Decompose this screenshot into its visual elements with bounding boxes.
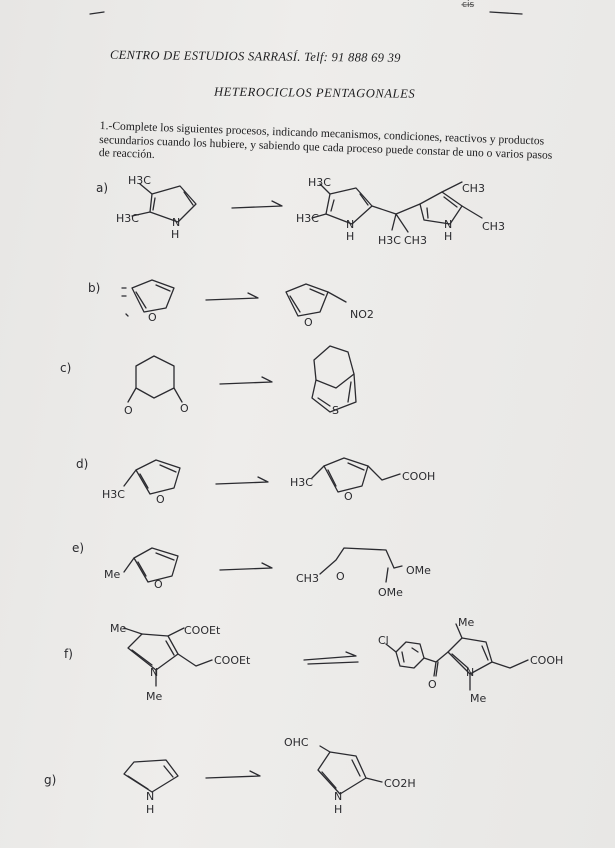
reaction-d — [76, 457, 435, 506]
svg-text:N: N — [150, 666, 159, 679]
svg-text:H: H — [171, 228, 180, 241]
svg-text:CH3: CH3 — [404, 234, 427, 247]
svg-text:OHC: OHC — [284, 736, 309, 749]
svg-text:O: O — [344, 490, 353, 503]
svg-text:H3C: H3C — [128, 174, 151, 187]
svg-text:O: O — [180, 402, 189, 415]
svg-text:OMe: OMe — [378, 586, 403, 599]
item-label-d: d) — [76, 457, 89, 471]
reaction-arrow-g — [206, 771, 260, 778]
svg-text:COOH: COOH — [530, 654, 564, 667]
reaction-arrow-a — [232, 201, 282, 208]
svg-text:N: N — [172, 216, 181, 229]
svg-text:N: N — [346, 218, 355, 231]
reaction-arrow-d — [216, 477, 268, 484]
reaction-c — [60, 346, 356, 417]
svg-text:H: H — [146, 803, 155, 816]
svg-text:H3C: H3C — [290, 476, 313, 489]
svg-text:H3C: H3C — [378, 234, 401, 247]
page-title: HETEROCICLOS PENTAGONALES — [213, 84, 416, 101]
svg-text:N: N — [444, 218, 453, 231]
svg-text:H3C: H3C — [102, 488, 125, 501]
exercise-instructions: 1.-Complete los siguientes procesos, indicando mecanismos, condiciones, reactivos y productos secundarios cuando los hubiere, y sabiendo que cada proceso puede constar de uno o varios pasos de reacción. — [98, 119, 553, 162]
svg-text:NO2: NO2 — [350, 308, 374, 321]
svg-text:N: N — [146, 790, 155, 803]
svg-text:H3C: H3C — [296, 212, 319, 225]
svg-text:H: H — [444, 230, 453, 243]
corner-stroke — [490, 12, 522, 14]
reaction-f — [64, 616, 563, 705]
svg-text:Me: Me — [470, 692, 487, 705]
svg-text:H: H — [346, 230, 355, 243]
reaction-arrow-b — [206, 293, 258, 300]
corner-mark — [90, 12, 104, 14]
svg-text:N: N — [334, 790, 343, 803]
item-label-f: f) — [64, 647, 73, 661]
reaction-arrow-e — [220, 563, 272, 570]
reaction-b — [88, 280, 374, 329]
svg-text:Me: Me — [458, 616, 475, 629]
item-label-a: a) — [96, 181, 109, 195]
svg-text:COOH: COOH — [402, 470, 436, 483]
svg-text:COOEt: COOEt — [184, 624, 221, 637]
svg-text:Cl: Cl — [378, 634, 389, 647]
svg-text:H3C: H3C — [116, 212, 139, 225]
item-label-g: g) — [44, 773, 57, 787]
reaction-arrow-c — [220, 377, 272, 384]
svg-text:O: O — [336, 570, 345, 583]
svg-text:CH3: CH3 — [462, 182, 485, 195]
svg-text:H3C: H3C — [308, 176, 331, 189]
svg-text:Me: Me — [146, 690, 163, 703]
svg-text:S: S — [332, 404, 339, 417]
reaction-a — [96, 174, 505, 247]
reaction-g — [44, 736, 416, 816]
svg-text:COOEt: COOEt — [214, 654, 251, 667]
svg-text:O: O — [154, 578, 163, 591]
svg-text:CH3: CH3 — [296, 572, 319, 585]
svg-text:O: O — [124, 404, 133, 417]
item-label-c: c) — [60, 361, 72, 375]
svg-text:OMe: OMe — [406, 564, 431, 577]
svg-text:CO2H: CO2H — [384, 777, 416, 790]
svg-text:O: O — [156, 493, 165, 506]
item-label-b: b) — [88, 281, 101, 295]
reaction-e — [72, 541, 431, 599]
svg-text:O: O — [304, 316, 313, 329]
top-corner-scribble: c̶i̶s̶ — [462, 0, 475, 10]
svg-text:O: O — [428, 678, 437, 691]
svg-text:N: N — [466, 666, 475, 679]
page-header: CENTRO DE ESTUDIOS SARRASÍ. Telf: 91 888 69 39 — [109, 47, 401, 65]
svg-text:Me: Me — [110, 622, 127, 635]
svg-text:O: O — [148, 311, 157, 324]
item-label-e: e) — [72, 541, 85, 555]
reaction-arrow-f — [304, 652, 358, 664]
svg-text:CH3: CH3 — [482, 220, 505, 233]
svg-text:H: H — [334, 803, 343, 816]
svg-text:Me: Me — [104, 568, 121, 581]
